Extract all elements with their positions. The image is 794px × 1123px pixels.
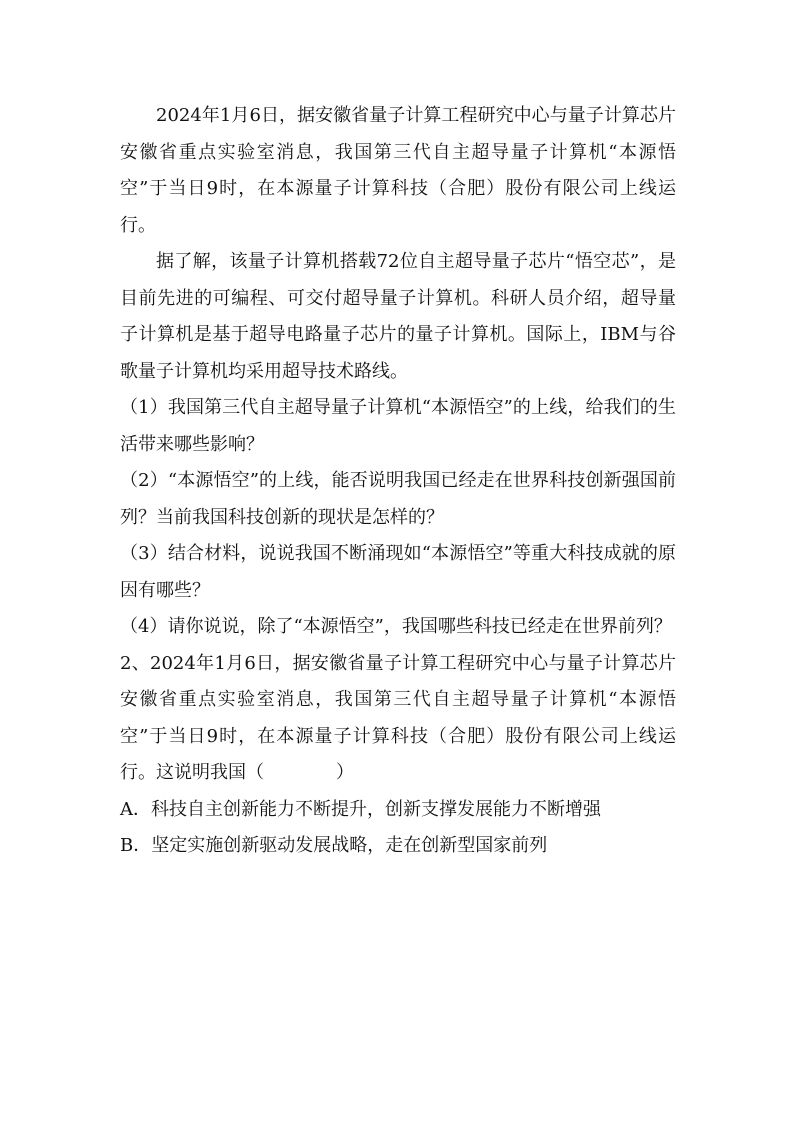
question-2: （2）“本源悟空”的上线，能否说明我国已经走在世界科技创新强国前列？当前我国科技创新的现状是怎样的？ xyxy=(120,470,676,528)
choice-question-stem: 2、2024年1月6日，据安徽省量子计算工程研究中心与量子计算芯片安徽省重点实验室消息，我国第三代自主超导量子计算机“本源悟空”于当日9时，在本源量子计算科技（合肥）股份有限公司上线运行。这说明我国（ ） xyxy=(120,652,676,783)
choice-option-b: B．坚定实施创新驱动发展战略，走在创新型国家前列 xyxy=(120,835,548,856)
choice-option-a: A．科技自主创新能力不断提升，创新支撑发展能力不断增强 xyxy=(120,798,601,820)
document-body xyxy=(120,98,676,865)
material-paragraph-2: 据了解，该量子计算机搭载72位自主超导量子芯片“悟空芯”，是目前先进的可编程、可交付超导量子计算机。科研人员介绍，超导量子计算机是基于超导电路量子芯片的量子计算机。国际上，IBM与谷歌量子计算机均采用超导技术路线。 xyxy=(120,251,676,382)
question-1: （1）我国第三代自主超导量子计算机“本源悟空”的上线，给我们的生活带来哪些影响？ xyxy=(120,397,676,455)
material-paragraph-1: 2024年1月6日，据安徽省量子计算工程研究中心与量子计算芯片安徽省重点实验室消息，我国第三代自主超导量子计算机“本源悟空”于当日9时，在本源量子计算科技（合肥）股份有限公司上线运行。 xyxy=(120,105,676,236)
question-3: （3）结合材料，说说我国不断涌现如“本源悟空”等重大科技成就的原因有哪些？ xyxy=(120,543,676,601)
question-4: （4）请你说说，除了“本源悟空”，我国哪些科技已经走在世界前列？ xyxy=(120,616,672,637)
